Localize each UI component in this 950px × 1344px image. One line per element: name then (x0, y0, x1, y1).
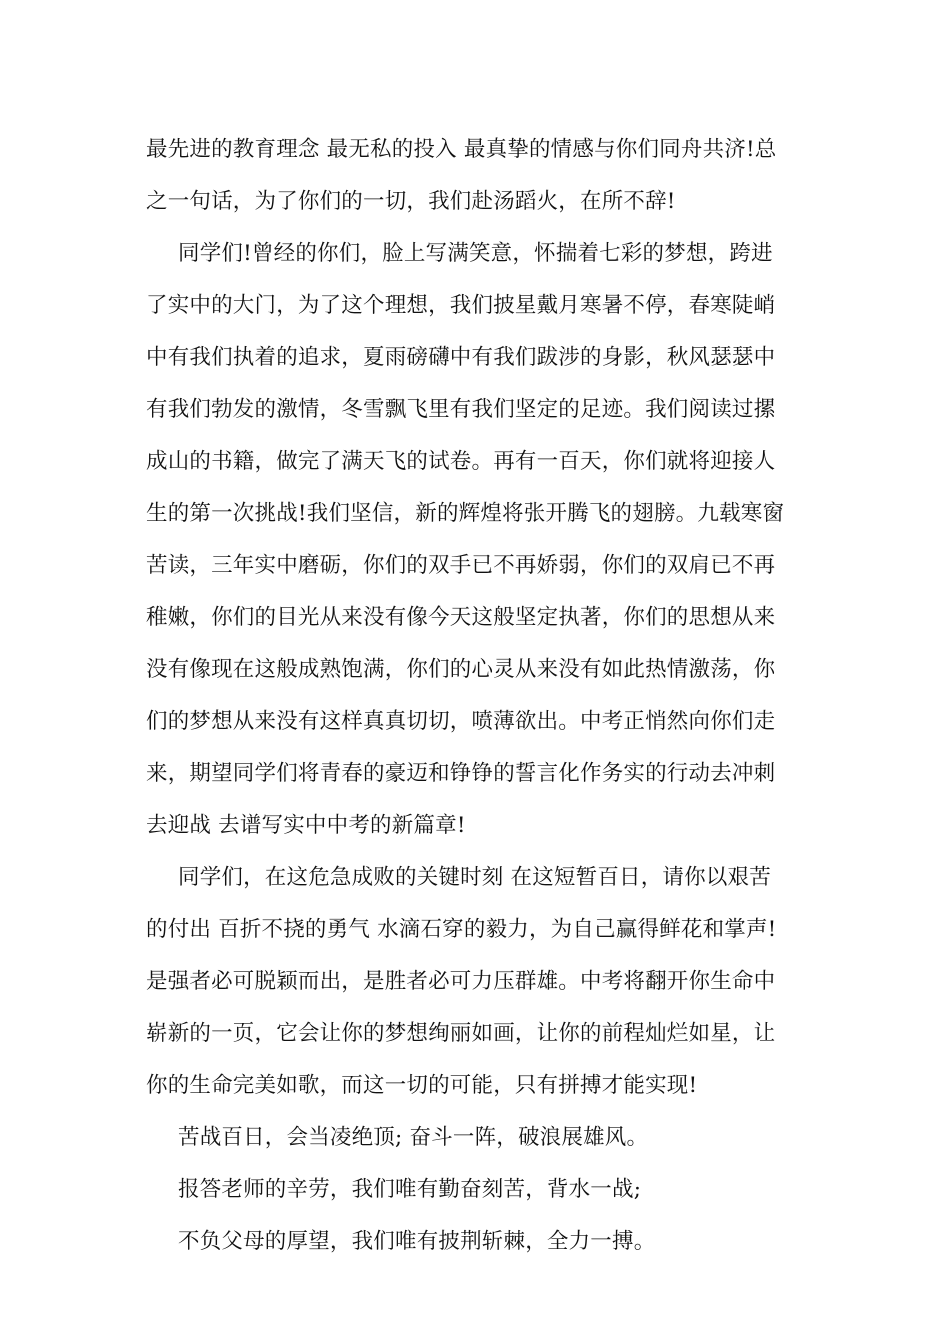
text-line: 来，期望同学们将青春的豪迈和铮铮的誓言化作务实的行动去冲刺 (146, 761, 776, 786)
text-line: 有我们勃发的激情，冬雪飘飞里有我们坚定的足迹。我们阅读过摞 (146, 397, 776, 422)
text-line: 去迎战 去谱写实中中考的新篇章! (146, 813, 466, 838)
text-line: 之一句话，为了你们的一切，我们赴汤蹈火，在所不辞! (146, 189, 676, 214)
text-line: 生的第一次挑战!我们坚信，新的辉煌将张开腾飞的翅膀。九载寒窗 (146, 501, 785, 526)
paragraph-start: 不负父母的厚望，我们唯有披荆斩棘，全力一搏。 (178, 1229, 656, 1254)
text-line: 稚嫩，你们的目光从来没有像今天这般坚定执著，你们的思想从来 (146, 605, 776, 630)
text-line: 苦读，三年实中磨砺，你们的双手已不再娇弱，你们的双肩已不再 (146, 553, 776, 578)
text-line: 的付出 百折不挠的勇气 水滴石穿的毅力，为自己赢得鲜花和掌声! (146, 917, 777, 942)
paragraph-start: 报答老师的辛劳，我们唯有勤奋刻苦，背水一战; (178, 1177, 642, 1202)
paragraph-start: 同学们，在这危急成败的关键时刻 在这短暂百日，请你以艰苦 (178, 865, 771, 890)
text-line: 成山的书籍，做完了满天飞的试卷。再有一百天，你们就将迎接人 (146, 449, 776, 474)
paragraph-start: 苦战百日，会当凌绝顶; 奋斗一阵，破浪展雄风。 (178, 1125, 649, 1150)
text-line: 中有我们执着的追求，夏雨磅礴中有我们跋涉的身影，秋风瑟瑟中 (146, 345, 776, 370)
text-line: 你的生命完美如歌，而这一切的可能，只有拼搏才能实现! (146, 1073, 698, 1098)
text-line: 是强者必可脱颖而出，是胜者必可力压群雄。中考将翻开你生命中 (146, 969, 776, 994)
text-line: 没有像现在这般成熟饱满，你们的心灵从来没有如此热情激荡，你 (146, 657, 776, 682)
text-line: 最先进的教育理念 最无私的投入 最真挚的情感与你们同舟共济!总 (146, 137, 777, 162)
text-line: 们的梦想从来没有这样真真切切，喷薄欲出。中考正悄然向你们走 (146, 709, 776, 734)
text-line: 崭新的一页，它会让你的梦想绚丽如画，让你的前程灿烂如星，让 (146, 1021, 776, 1046)
paragraph-start: 同学们!曾经的你们，脸上写满笑意，怀揣着七彩的梦想，跨进 (178, 241, 773, 266)
text-line: 了实中的大门，为了这个理想，我们披星戴月寒暑不停，春寒陡峭 (146, 293, 776, 318)
